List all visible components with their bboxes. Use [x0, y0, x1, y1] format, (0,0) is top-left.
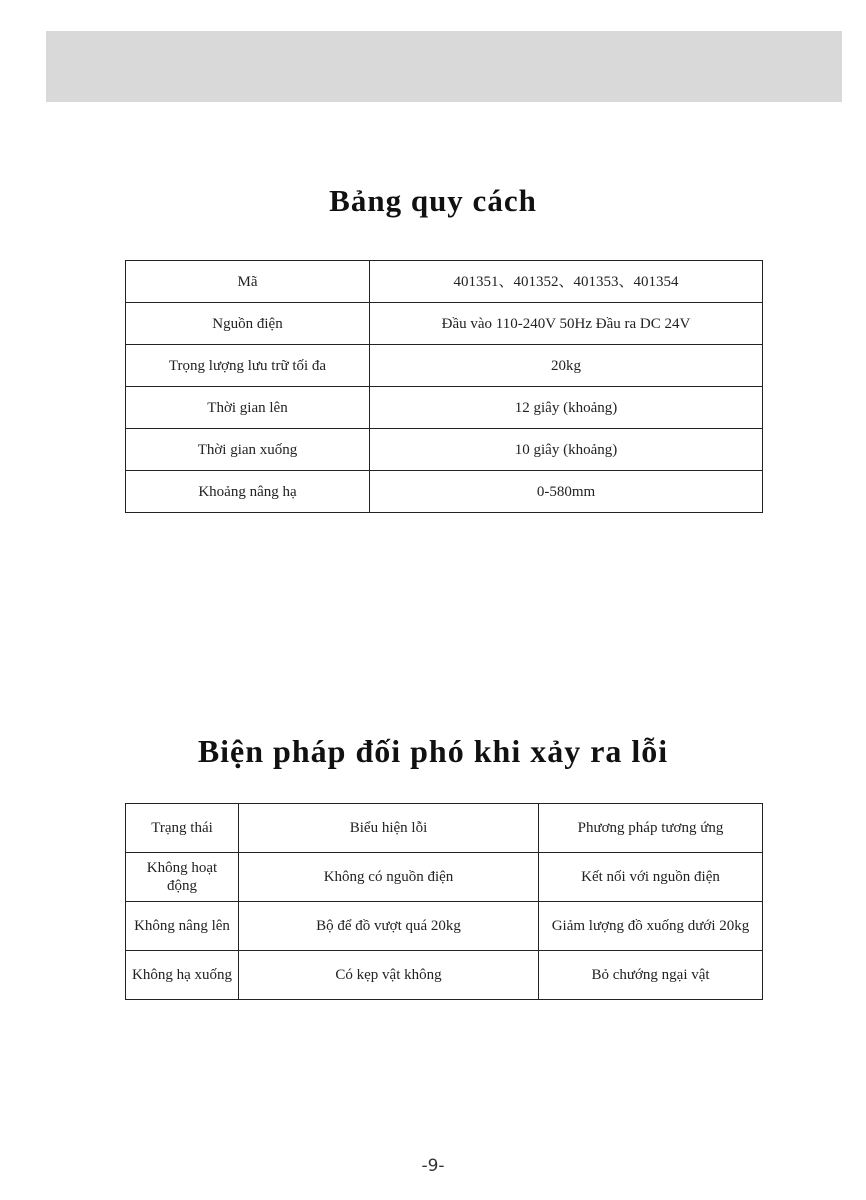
column-header-state: Trạng thái [126, 804, 239, 853]
spec-label: Thời gian xuống [126, 429, 370, 471]
spec-label: Nguồn điện [126, 303, 370, 345]
fault-symptom: Bộ để đồ vượt quá 20kg [239, 902, 539, 951]
column-header-symptom: Biểu hiện lỗi [239, 804, 539, 853]
fault-row [126, 902, 763, 951]
fault-remedy: Kết nối với nguồn điện [539, 853, 763, 902]
fault-state: Không hạ xuống [126, 951, 239, 1000]
spec-row-lift-range [126, 471, 763, 513]
spec-value: 12 giây (khoảng) [370, 387, 763, 429]
spec-label: Mã [126, 261, 370, 303]
fault-table [125, 803, 763, 1000]
spec-row-power [126, 303, 763, 345]
fault-remedy: Giảm lượng đồ xuống dưới 20kg [539, 902, 763, 951]
spec-row-model [126, 261, 763, 303]
spec-row-rise-time [126, 387, 763, 429]
spec-table-title: Bảng quy cách [329, 183, 537, 218]
spec-table [125, 260, 763, 513]
fault-symptom: Không có nguồn điện [239, 853, 539, 902]
spec-label: Khoảng nâng hạ [126, 471, 370, 513]
spec-value: Đầu vào 110-240V 50Hz Đầu ra DC 24V [370, 303, 763, 345]
spec-label: Thời gian lên [126, 387, 370, 429]
fault-state: Không hoạt động [126, 853, 239, 902]
column-header-remedy: Phương pháp tương ứng [539, 804, 763, 853]
spec-row-max-weight [126, 345, 763, 387]
spec-row-lower-time [126, 429, 763, 471]
spec-value: 401351、401352、401353、401354 [370, 261, 763, 303]
spec-value: 10 giây (khoảng) [370, 429, 763, 471]
spec-label: Trọng lượng lưu trữ tối đa [126, 345, 370, 387]
fault-header-row [126, 804, 763, 853]
fault-table-title: Biện pháp đối phó khi xảy ra lỗi [197, 733, 669, 769]
page-number: -9- [421, 1156, 445, 1176]
fault-row [126, 853, 763, 902]
spec-value: 20kg [370, 345, 763, 387]
header-band [46, 31, 842, 102]
fault-remedy: Bỏ chướng ngại vật [539, 951, 763, 1000]
fault-state: Không nâng lên [126, 902, 239, 951]
fault-row [126, 951, 763, 1000]
fault-symptom: Có kẹp vật không [239, 951, 539, 1000]
spec-value: 0-580mm [370, 471, 763, 513]
